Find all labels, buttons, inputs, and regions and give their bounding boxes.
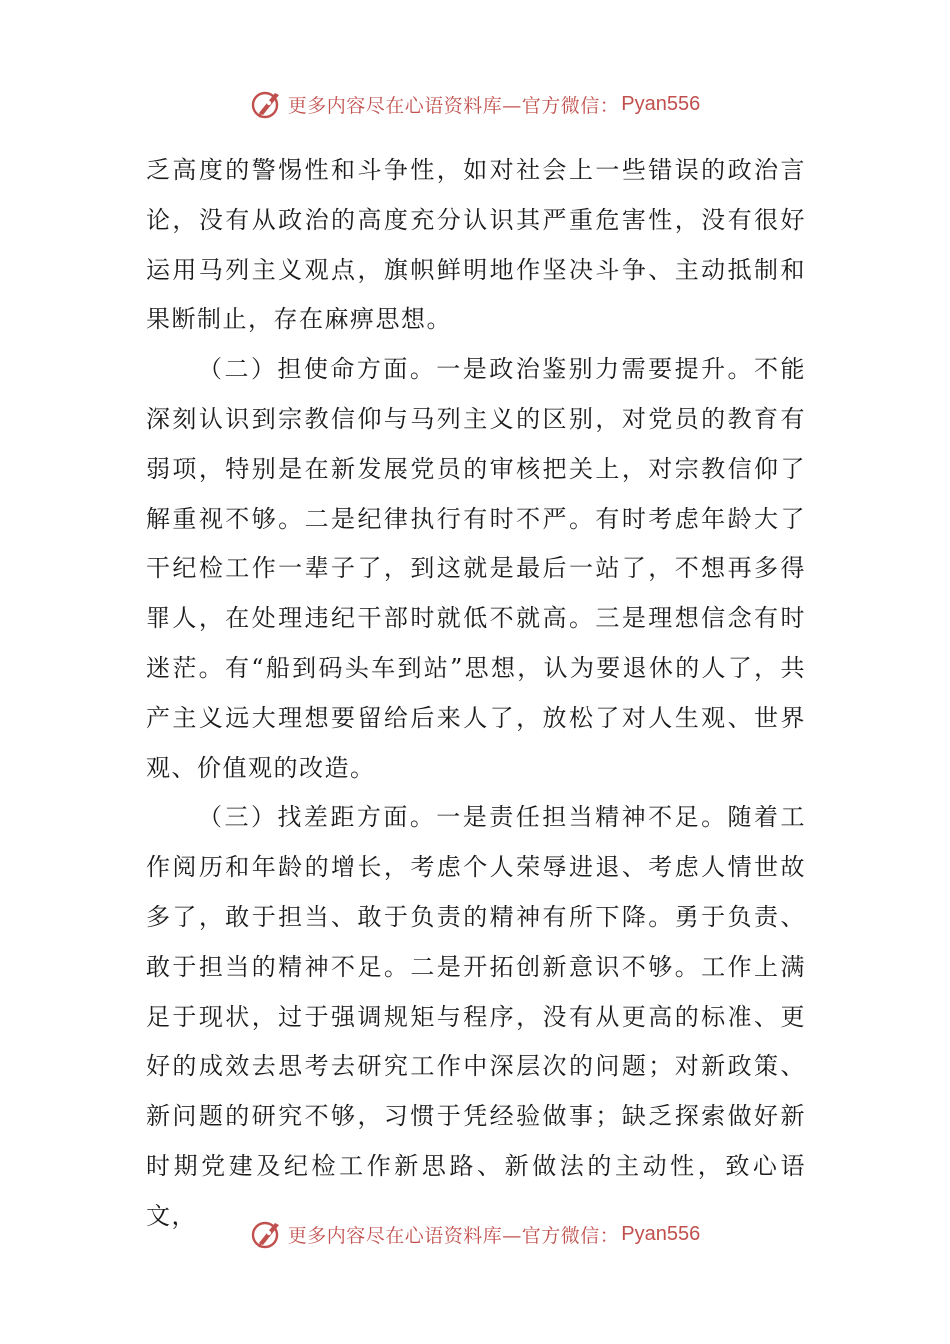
footer-wechat-id: Pyan556	[621, 1222, 701, 1245]
header-banner	[0, 82, 950, 126]
header-brand-text: 更多内容尽在心语资料库—官方微信：	[287, 94, 620, 117]
document-body	[146, 146, 806, 1242]
paragraph-mission: （二）担使命方面。一是政治鉴别力需要提升。不能深刻认识到宗教信仰与马列主义的区别，对党员的教育有弱项，特别是在新发展党员的审核把关上，对宗教信仰了解重视不够。二是纪律执行有时不严。有时考虑年龄大了干纪检工作一辈子了，到这就是最后一站了，不想再多得罪人，在处理违纪干部时就低不就高。三是理想信念有时迷茫。有“船到码头车到站”思想，认为要退休的人了，共产主义远大理想要留给后来人了，放松了对人生观、世界观、价值观的改造。	[146, 355, 806, 782]
header-wechat-id: Pyan556	[621, 92, 701, 115]
paragraph-continuation: 乏高度的警惕性和斗争性，如对社会上一些错误的政治言论，没有从政治的高度充分认识其严重危害性，没有很好运用马列主义观点，旗帜鲜明地作坚决斗争、主动抵制和果断制止，存在麻痹思想。	[146, 156, 806, 334]
footer-banner	[0, 1212, 950, 1256]
paragraph-gap: （三）找差距方面。一是责任担当精神不足。随着工作阅历和年龄的增长，考虑个人荣辱进退、考虑人情世故多了，敢于担当、敢于负责的精神有所下降。勇于负责、敢于担当的精神不足。二是开拓创新意识不够。工作上满足于现状，过于强调规矩与程序，没有从更高的标准、更好的成效去思考去研究工作中深层次的问题；对新政策、新问题的研究不够，习惯于凭经验做事；缺乏探索做好新时期党建及纪检工作新思路、新做法的主动性，致心语文，	[146, 803, 806, 1230]
footer-brand-text: 更多内容尽在心语资料库—官方微信：	[287, 1224, 620, 1247]
quill-logo-icon	[250, 87, 284, 121]
quill-logo-icon	[250, 1217, 284, 1251]
